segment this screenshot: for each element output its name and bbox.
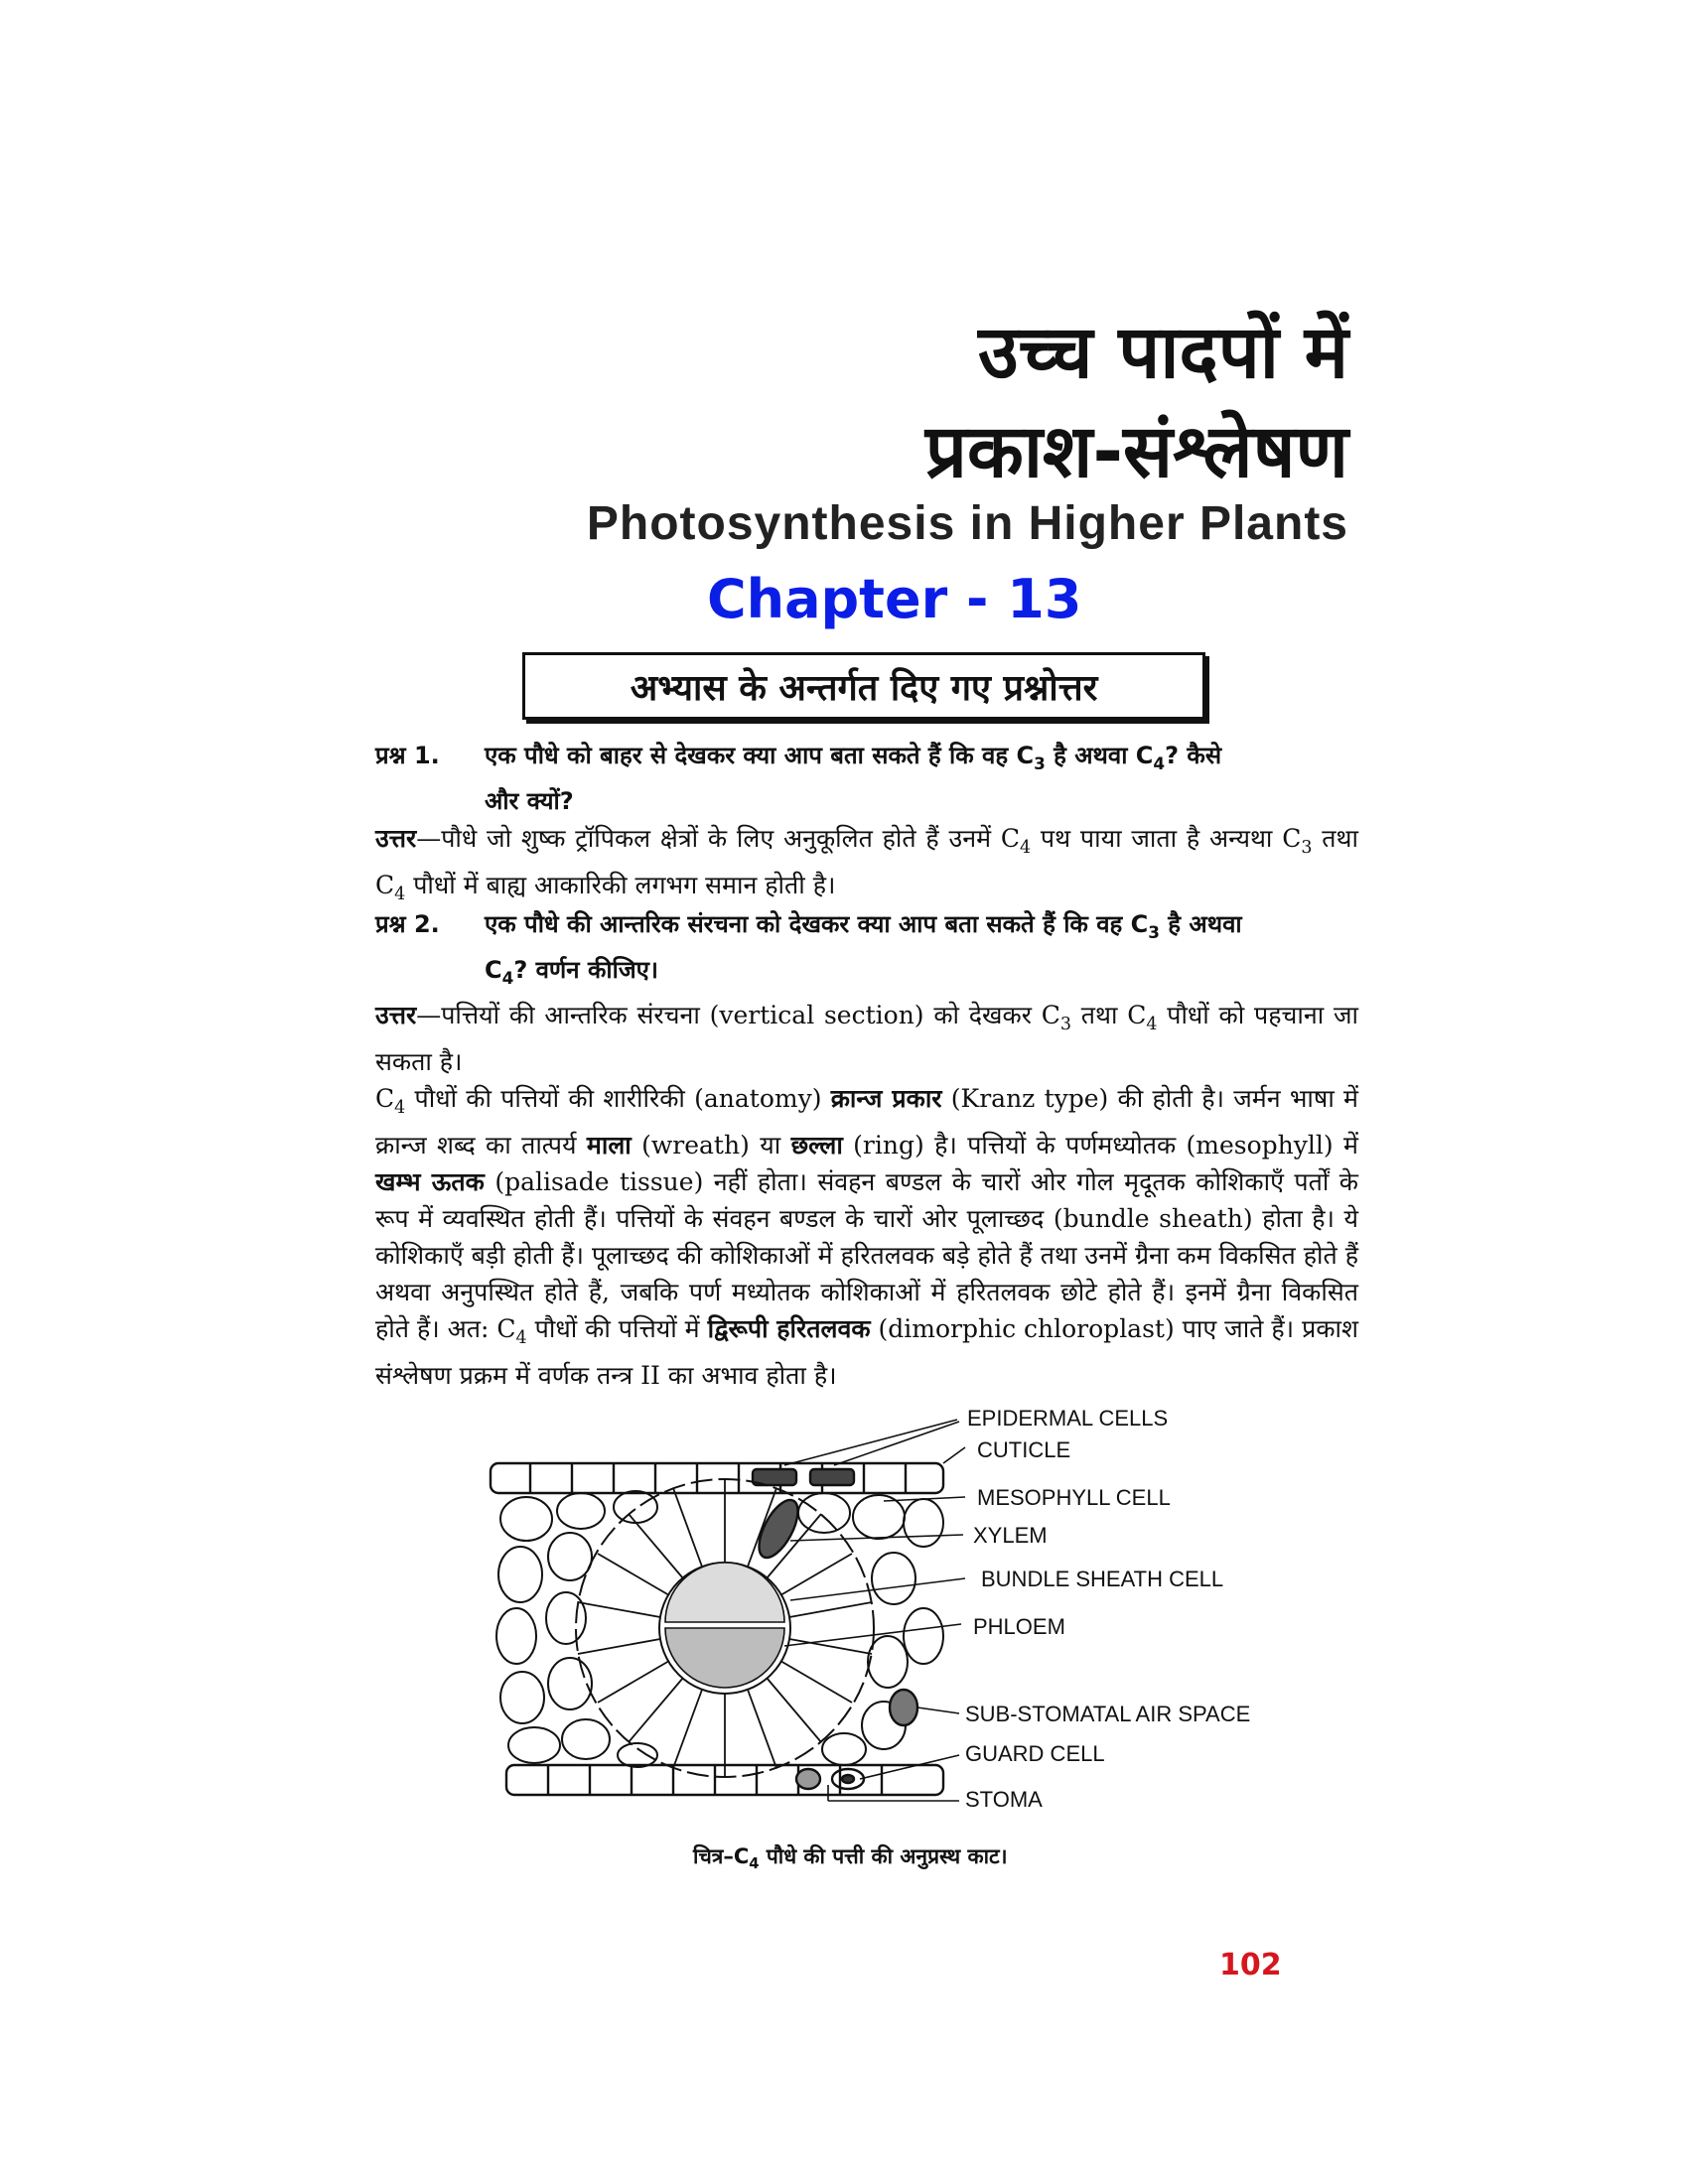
label-bundle-sheath-cell: BUNDLE SHEATH CELL (981, 1567, 1224, 1591)
c4-leaf-section-diagram (487, 1408, 1281, 1844)
label-mesophyll-cell: MESOPHYLL CELL (977, 1485, 1171, 1510)
subscript-4: 4 (394, 885, 406, 904)
label-phloem: PHLOEM (973, 1614, 1065, 1639)
subscript-4: 4 (1146, 1015, 1158, 1034)
substomatal-space (890, 1690, 917, 1725)
label-xylem: XYLEM (973, 1523, 1048, 1548)
answer-2 (375, 997, 1358, 1081)
label-sub-stomatal-air-space: SUB-STOMATAL AIR SPACE (965, 1702, 1251, 1726)
xylem-cell (752, 1494, 806, 1564)
chapter-title-hindi-line2: प्रकाश-संश्लेषण (924, 409, 1348, 494)
question-2-text-b: है अथवा (1159, 910, 1242, 938)
question-1-label: प्रश्न 1. (375, 742, 440, 769)
subscript-4: 4 (749, 1855, 760, 1873)
question-1-text-a: एक पौधे को बाहर से देखकर क्या आप बता सकते हैं कि वह C (485, 742, 1035, 769)
answer-2-text-b: तथा C (1070, 1001, 1147, 1029)
subscript-3: 3 (1301, 838, 1313, 858)
answer-2-paragraph (375, 1080, 1358, 1394)
term-kranz: क्रान्ज प्रकार (830, 1084, 942, 1113)
question-1-text-c: ? कैसे (1165, 742, 1222, 769)
label-epidermal-cells: EPIDERMAL CELLS (967, 1408, 1169, 1431)
label-stoma: STOMA (965, 1787, 1043, 1812)
answer-1-text-b: पथ पाया जाता है अन्यथा C (1031, 824, 1302, 853)
answer-1 (375, 820, 1358, 913)
term-chhalla: छल्ला (790, 1131, 843, 1160)
a2p-s6: (wreath) या (631, 1131, 791, 1160)
vascular-bundle (665, 1563, 784, 1688)
question-2-text-a: एक पौधे की आन्तरिक संरचना को देखकर क्या आप बता सकते हैं कि वह C (485, 910, 1149, 938)
answer-2-text-a: —पत्तियों की आन्तरिक संरचना (vertical section) को देखकर C (416, 1001, 1060, 1029)
a2p-s8: (ring) है। पत्तियों के पर्णमध्योतक (mesophyll) में (842, 1131, 1358, 1160)
term-mala: माला (586, 1131, 632, 1160)
subscript-4: 4 (1019, 838, 1032, 858)
subscript-3: 3 (1059, 1015, 1071, 1034)
caption-b: पौधे की पत्ती की अनुप्रस्थ काट। (759, 1844, 1008, 1868)
subscript-3: 3 (1034, 752, 1046, 773)
upper-epidermis (491, 1463, 943, 1493)
answer-2-text-c: पौधों को पहचाना जा सकता है। (375, 1001, 1358, 1076)
question-2-text-c: C (485, 955, 502, 984)
page-number: 102 (1219, 1948, 1282, 1982)
question-2 (375, 905, 1358, 997)
a2p-s2: पौधों की पत्तियों की शारीरिकी (anatomy) (405, 1084, 831, 1113)
term-khambh: खम्भ ऊतक (375, 1167, 485, 1196)
section-heading (522, 652, 1205, 720)
question-1-text-b: है अथवा C (1045, 742, 1154, 769)
caption-a: चित्र–C (693, 1844, 750, 1868)
chapter-number: Chapter - 13 (707, 568, 1082, 630)
guard-cells (796, 1769, 864, 1789)
question-2-label: प्रश्न 2. (375, 910, 440, 938)
question-1 (375, 737, 1358, 820)
answer-1-text-a: —पौधे जो शुष्क ट्रॉपिकल क्षेत्रों के लिए अनुकूलित होते हैं उनमें C (416, 824, 1020, 853)
a2p-s10: (palisade tissue) नहीं होता। संवहन बण्डल के चारों ओर गोल मृदूतक कोशिकाएँ पर्तों के रूप में व्यवस्थित होती हैं। पत्तियों के संवहन बण्डल के चारों ओर पूलाच्छद (bundle sheath) होता है। ये कोशिकाएँ बड़ी होती हैं। पूलाच्छद की कोशिकाओं में हरितलवक बड़े होते हैं तथा उनमें ग्रैना कम विकसित होते हैं अथवा अनुपस्थित होते हैं, जबकि पर्ण मध्योतक कोशिकाओं में हरितलवक छोटे होते हैं। इनमें ग्रैना विकसित होते हैं। अत: C (375, 1167, 1359, 1343)
subscript-4: 4 (515, 1328, 527, 1348)
answer-1-label: उत्तर (375, 824, 417, 853)
answer-1-text-c: तथा C (375, 824, 1358, 899)
subscript-4: 4 (1153, 752, 1166, 773)
question-2-cont (375, 955, 659, 988)
a2p-s11: पौधों की पत्तियों में (526, 1314, 708, 1343)
chapter-title-hindi-line1: उच्च पादपों में (978, 310, 1348, 395)
label-guard-cell: GUARD CELL (965, 1741, 1105, 1766)
section-heading-text: अभ्यास के अन्तर्गत दिए गए प्रश्नोत्तर (630, 667, 1098, 709)
question-1-text-d: और क्यों? (485, 786, 574, 815)
a2p-s1: C (375, 1084, 395, 1113)
term-dimorphic: द्विरूपी हरितलवक (707, 1314, 871, 1343)
answer-2-label: उत्तर (375, 1001, 417, 1029)
answer-1-text-d: पौधों में बाह्य आकारिकी लगभग समान होती है। (405, 871, 836, 899)
chapter-title-english: Photosynthesis in Higher Plants (586, 497, 1348, 550)
subscript-4: 4 (394, 1098, 406, 1118)
figure-caption (693, 1843, 1008, 1872)
label-cuticle: CUTICLE (977, 1437, 1071, 1462)
subscript-4: 4 (501, 967, 514, 988)
question-2-text-d: ? वर्णन कीजिए। (513, 955, 659, 984)
a2p-s13: (dimorphic chloroplast) पाए जाते हैं। प्रकाश संश्लेषण प्रक्रम में वर्णक तन्त्र II का अभाव होता है। (375, 1314, 1358, 1390)
subscript-3: 3 (1148, 921, 1160, 942)
a2p-s4: (Kranz type) की होती है। जर्मन भाषा में क्रान्ज शब्द का तात्पर्य (375, 1084, 1358, 1160)
